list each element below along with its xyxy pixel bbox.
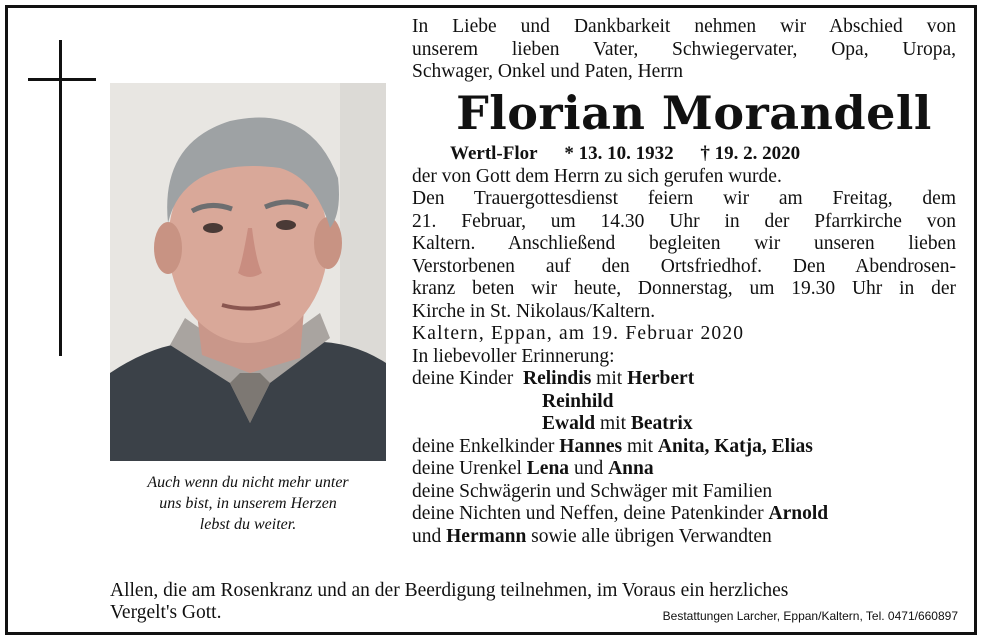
motto-line: Auch wenn du nicht mehr unter xyxy=(147,474,349,491)
children-prefix: deine Kinder xyxy=(412,368,514,389)
connector: und xyxy=(412,525,442,547)
spouse-name: Beatrix xyxy=(630,413,693,434)
grandchildren-prefix: deine Enkelkinder xyxy=(412,435,555,457)
great-grandchildren-line xyxy=(412,458,956,481)
children-line xyxy=(412,391,956,414)
funeral-home-credit: Bestattungen Larcher, Eppan/Kaltern, Tel. 0471/660897 xyxy=(662,609,958,623)
great-grandchild-name: Anna xyxy=(608,458,654,479)
great-grandchild-name: Lena xyxy=(526,458,570,479)
nickname: Wertl-Flor xyxy=(450,142,538,164)
connector: mit xyxy=(627,435,654,457)
connector: und xyxy=(573,458,604,479)
godchild-name: Arnold xyxy=(768,503,829,524)
death-date: † 19. 2. 2020 xyxy=(700,142,801,164)
grandchild-names: Anita, Katja, Elias xyxy=(657,435,813,457)
connector: mit xyxy=(599,413,626,434)
relatives-text: sowie alle übrigen Verwandten xyxy=(531,525,772,547)
motto-line: lebst du weiter. xyxy=(199,516,297,533)
service-line: kranz beten wir heute, Donnerstag, um 19.30 Uhr in der xyxy=(412,278,956,299)
thanks-line: Allen, die am Rosenkranz und an der Beerdigung teilnehmen, im Voraus ein herzliches xyxy=(110,580,789,601)
intro-line: In Liebe und Dankbarkeit nehmen wir Abschied von xyxy=(412,16,956,37)
connector: mit xyxy=(596,368,623,389)
life-dates xyxy=(450,142,956,166)
service-line: Kirche in St. Nikolaus/Kaltern. xyxy=(412,300,656,322)
intro-line: Schwager, Onkel und Paten, Herrn xyxy=(412,61,684,82)
nieces-text: deine Nichten und Neffen, deine Patenkinder xyxy=(412,503,764,524)
cross-bar xyxy=(28,78,96,81)
thanks-line: Vergelt's Gott. xyxy=(110,602,222,623)
portrait-photo xyxy=(110,83,386,461)
godchild-name: Hermann xyxy=(446,525,527,547)
birth-date: * 13. 10. 1932 xyxy=(564,142,674,164)
grandchild-name: Hannes xyxy=(559,435,623,457)
inlaws-line: deine Schwägerin und Schwäger mit Familien xyxy=(412,480,773,502)
footer xyxy=(110,580,958,624)
grandchildren-line xyxy=(412,436,956,459)
intro-line: unserem lieben Vater, Schwiegervater, Opa, Uropa, xyxy=(412,38,956,60)
child-name: Relindis xyxy=(523,368,592,389)
deceased-name: Florian Morandell xyxy=(456,85,932,140)
cross-icon xyxy=(59,40,62,356)
motto-line: uns bist, in unserem Herzen xyxy=(159,495,337,512)
called-line: der von Gott dem Herrn zu sich gerufen wurde. xyxy=(412,165,782,187)
memory-heading: In liebevoller Erinnerung: xyxy=(412,345,615,367)
service-line: Kaltern. Anschließend begleiten wir unseren lieben xyxy=(412,233,956,254)
nieces-line xyxy=(412,503,956,526)
children-line xyxy=(412,368,956,391)
service-line: 21. Februar, um 14.30 Uhr in der Pfarrkirche von xyxy=(412,210,956,232)
child-name: Reinhild xyxy=(542,390,614,412)
nieces-line xyxy=(412,526,956,549)
great-grandchildren-prefix: deine Urenkel xyxy=(412,458,522,479)
children-line xyxy=(412,413,956,436)
spouse-name: Herbert xyxy=(627,368,695,389)
memorial-motto xyxy=(110,472,386,535)
obituary-text xyxy=(412,16,956,548)
service-line: Den Trauergottesdienst feiern wir am Freitag, dem xyxy=(412,188,956,209)
service-line: Verstorbenen auf den Ortsfriedhof. Den Abendrosen- xyxy=(412,255,956,277)
child-name: Ewald xyxy=(542,413,596,434)
place-date: Kaltern, Eppan, am 19. Februar 2020 xyxy=(412,323,745,344)
